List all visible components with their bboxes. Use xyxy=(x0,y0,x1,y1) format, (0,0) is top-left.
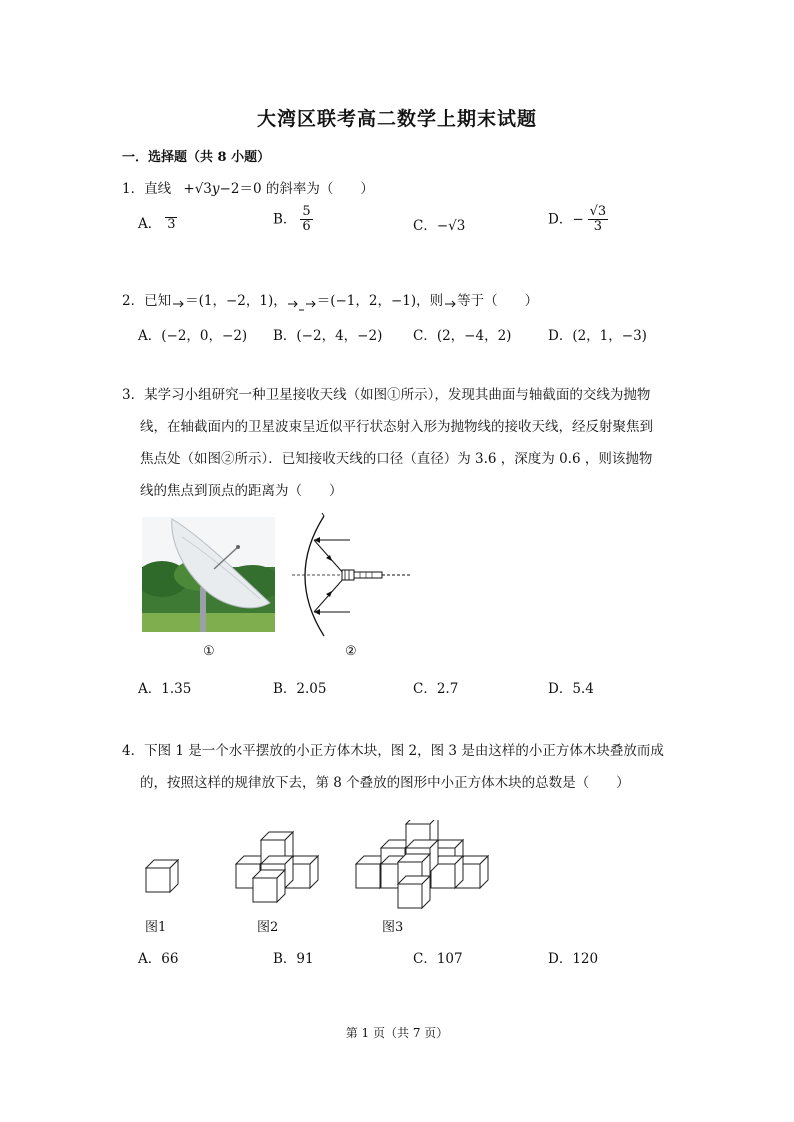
question-1 xyxy=(122,177,374,197)
fraction xyxy=(588,205,609,235)
option-a[interactable]: A．(−2，0，−2) xyxy=(138,328,248,344)
page-footer: 第 1 页（共 7 页） xyxy=(345,1026,449,1040)
option-d[interactable]: D．120 xyxy=(548,951,599,967)
figure-label: 图1 xyxy=(145,920,167,935)
figure-label: 图3 xyxy=(382,920,404,935)
option-d[interactable] xyxy=(548,205,608,235)
option-label: D． xyxy=(548,211,573,228)
section-heading: 一．选择题（共 8 小题） xyxy=(122,150,271,165)
option-b[interactable] xyxy=(273,205,313,235)
satellite-dish-photo xyxy=(142,517,275,632)
denominator: 3 xyxy=(167,216,176,232)
option-d[interactable]: D．(2，1，−3) xyxy=(548,328,647,344)
option-b[interactable]: B．91 xyxy=(273,951,314,967)
option-label: A． xyxy=(138,216,162,232)
question-text: 某学习小组研究一种卫星接收天线（如图①所示），发现其曲面与轴截面的交线为抛物 xyxy=(144,387,651,403)
option-a[interactable]: A．1.35 xyxy=(138,681,192,697)
option-label: C． xyxy=(413,218,437,234)
figure-label: 图2 xyxy=(257,920,279,935)
question-number: 1． xyxy=(122,181,145,197)
question-number: 2． xyxy=(122,293,145,309)
question-text: ＝(−1，2，−1)，则 xyxy=(316,293,444,309)
denominator: 6 xyxy=(302,219,311,235)
minus-sign: − xyxy=(572,211,584,228)
question-text: 焦点处（如图②所示）．已知接收天线的口径（直径）为 3.6 ，深度为 0.6 ，则该抛物 xyxy=(140,451,653,467)
figure-label: ② xyxy=(345,644,357,659)
option-c[interactable] xyxy=(413,214,465,234)
fraction xyxy=(300,205,312,235)
fraction xyxy=(165,217,177,232)
question-text: 线，在轴截面内的卫星波束呈近似平行状态射入形为抛物线的接收天线，经反射聚焦到 xyxy=(140,419,653,435)
option-b[interactable]: B．2.05 xyxy=(273,681,327,697)
question-number: 3． xyxy=(122,387,145,403)
question-text: 下图 1 是一个水平摆放的小正方体木块，图 2，图 3 是由这样的小正方体木块叠放而成 xyxy=(144,743,664,759)
question-4 xyxy=(122,739,664,759)
math-expr: +√3 xyxy=(183,181,212,197)
question-text: 等于（ ） xyxy=(457,293,539,309)
option-b[interactable]: B．(−2，4，−2) xyxy=(273,328,383,344)
question-text: 直线 xyxy=(144,181,176,197)
option-d[interactable]: D．5.4 xyxy=(548,681,594,697)
option-c[interactable]: C．107 xyxy=(413,951,463,967)
numerator: 5 xyxy=(302,204,311,219)
option-c[interactable]: C．2.7 xyxy=(413,681,459,697)
question-text: −2＝0 的斜率为（ ） xyxy=(219,181,374,197)
question-3 xyxy=(122,383,650,403)
option-label: B． xyxy=(273,211,297,228)
option-value: −√3 xyxy=(436,218,466,234)
figure-label: ① xyxy=(203,644,215,659)
question-text: ＝(1，−2，1)， xyxy=(185,293,287,309)
question-number: 4． xyxy=(122,743,145,759)
cube-stack-figures xyxy=(140,820,510,912)
question-text: 线的焦点到顶点的距离为（ ） xyxy=(140,483,343,499)
question-text: 的，按照这样的规律放下去，第 8 个叠放的图形中小正方体木块的总数是（ ） xyxy=(140,775,630,791)
numerator: √3 xyxy=(589,204,607,219)
page-title: 大湾区联考高二数学上期末试题 xyxy=(256,108,537,130)
parabola-reflection-diagram xyxy=(292,512,412,642)
question-text: 已知 xyxy=(144,293,172,309)
question-2 xyxy=(122,289,538,309)
math-var: y xyxy=(211,181,220,197)
option-c[interactable]: C．(2，−4，2) xyxy=(413,328,512,344)
option-a[interactable] xyxy=(138,212,178,232)
denominator: 3 xyxy=(593,219,603,235)
option-a[interactable]: A．66 xyxy=(138,951,179,967)
